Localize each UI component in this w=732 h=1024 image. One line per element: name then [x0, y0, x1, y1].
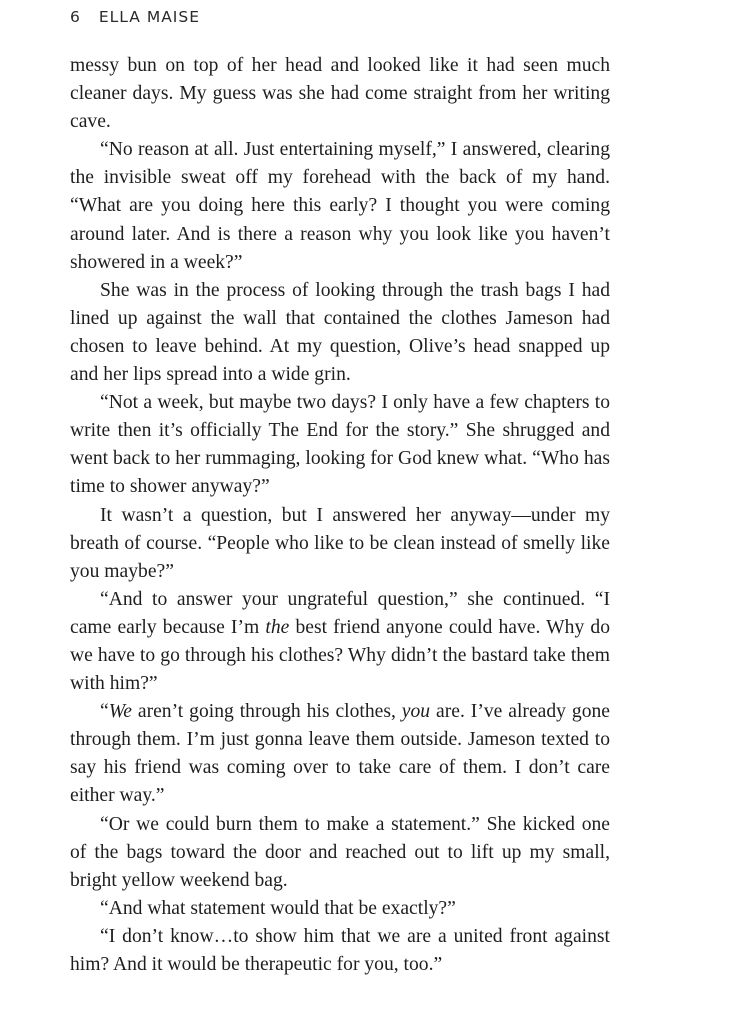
- running-head-author: ELLA MAISE: [98, 8, 201, 26]
- paragraph: It wasn’t a question, but I answered her anyway—under my breath of course. “People who like to be clean instead of smelly like you maybe?”: [70, 504, 610, 582]
- page-number: 6: [70, 8, 81, 26]
- paragraph: messy bun on top of her head and looked like it had seen much cleaner days. My guess was she had come straight from her writing cave.: [70, 55, 610, 133]
- text-run: are. I’ve already gone through them. I’m just gonna leave them outside. Jameson texted to say his friend was coming over to take care of them. I don’t care either way.”: [70, 701, 610, 807]
- running-header: [70, 8, 200, 26]
- paragraph: “No reason at all. Just entertaining myself,” I answered, clearing the invisible sweat off my forehead with the back of my hand. “What are you doing here this early? I thought you were coming around later. And is there a reason why you look like you haven’t showered in a week?”: [70, 139, 610, 273]
- text-run: best friend anyone could have. Why do we have to go through his clothes? Why didn’t the bastard take them with him?”: [70, 616, 610, 695]
- paragraph: She was in the process of looking through the trash bags I had lined up against the wall that contained the clothes Jameson had chosen to leave behind. At my question, Olive’s head snapped up and her lips spread into a wide grin.: [70, 279, 610, 386]
- emphasis-text: you: [401, 701, 431, 723]
- emphasis-text: the: [265, 616, 290, 638]
- text-run: “: [100, 701, 109, 723]
- paragraph: “Not a week, but maybe two days? I only have a few chapters to write then it’s officially The End for the story.” She shrugged and went back to her rummaging, looking for God knew what. “Who has time to shower anyway?”: [70, 392, 610, 498]
- paragraph: “Or we could burn them to make a statement.” She kicked one of the bags toward the door and reached out to lift up my small, bright yellow weekend bag.: [70, 813, 610, 891]
- text-run: aren’t going through his clothes,: [131, 701, 402, 723]
- emphasis-text: We: [108, 701, 132, 723]
- text-run: “And to answer your ungrateful question,” she continued. “I came early because I’m: [70, 588, 610, 638]
- paragraph: [70, 586, 610, 698]
- paragraph: “And what statement would that be exactly?”: [100, 897, 456, 919]
- paragraph: [70, 698, 610, 810]
- paragraph: “I don’t know…to show him that we are a united front against him? And it would be therapeutic for you, too.”: [70, 925, 610, 975]
- page-body: [70, 52, 610, 979]
